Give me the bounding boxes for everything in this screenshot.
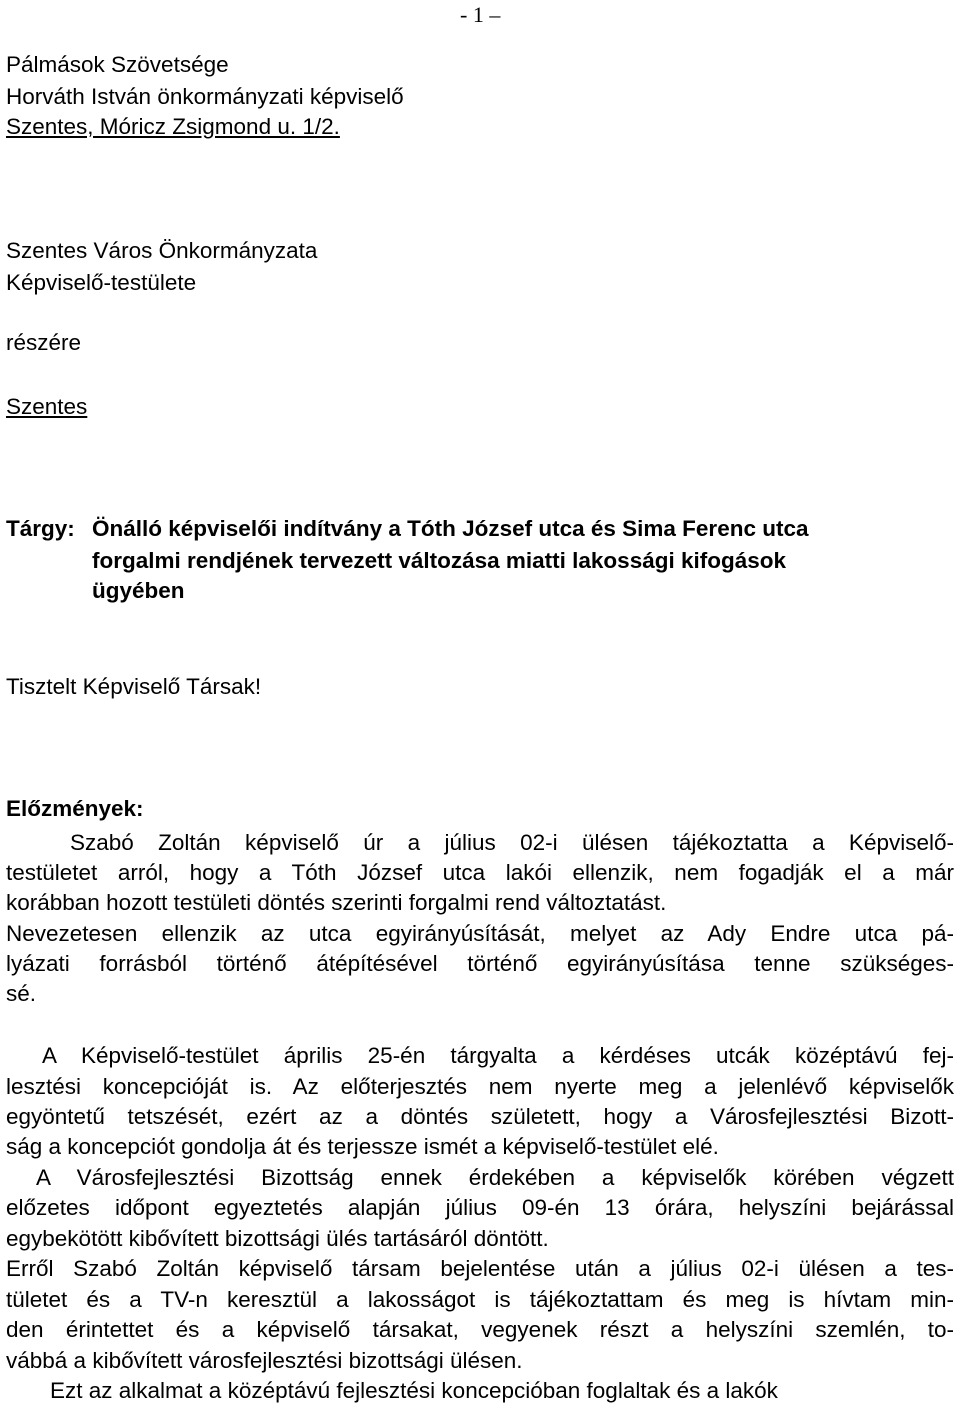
body-line: Szabó Zoltán képviselő úr a július 02-i ülésen tájékoztatta a Képviselő- <box>70 830 954 855</box>
section-heading: Előzmények: <box>6 796 144 821</box>
body-line: Ezt az alkalmat a középtávú fejlesztési koncepcióban foglaltak és a lakók <box>50 1378 778 1403</box>
body-line: vábbá a kibővített városfejlesztési bizottsági ülésen. <box>6 1348 523 1373</box>
body-line: ság a koncepciót gondolja át és terjessze ismét a képviselő-testület elé. <box>6 1134 719 1159</box>
salutation: Tisztelt Képviselő Társak! <box>6 674 262 699</box>
body-line: lyázati forrásból történő átépítésével történő egyirányúsítása tenne szükséges- <box>6 951 954 976</box>
recipient-city: Szentes <box>6 394 88 419</box>
body-line: Nevezetesen ellenzik az utca egyirányúsítását, melyet az Ady Endre utca pá- <box>6 921 954 946</box>
body-line: egybekötött kibővített bizottsági ülés tartásáról döntött. <box>6 1226 549 1251</box>
sender-name: Horváth István önkormányzati képviselő <box>6 84 404 109</box>
sender-street: Szentes, Móricz Zsigmond u. 1/2. <box>6 114 340 139</box>
recipient-organization: Szentes Város Önkormányzata <box>6 238 318 263</box>
body-line: lesztési koncepcióját is. Az előterjesztés nem nyerte meg a jelenlévő képviselők <box>6 1074 954 1099</box>
subject-line-1: Önálló képviselői indítvány a Tóth József utca és Sima Ferenc utca <box>92 516 809 541</box>
subject-label: Tárgy: <box>6 516 75 541</box>
page-number: - 1 – <box>460 2 501 27</box>
body-line: tületet és a TV-n keresztül a lakosságot is tájékoztattam és meg is hívtam min- <box>6 1287 954 1312</box>
body-line: előzetes időpont egyeztetés alapján július 09-én 13 órára, helyszíni bejárással <box>6 1195 954 1220</box>
subject-line-3: ügyében <box>92 578 185 603</box>
body-line: A Városfejlesztési Bizottság ennek érdekében a képviselők körében végzett <box>36 1165 954 1190</box>
recipient-body: Képviselő-testülete <box>6 270 197 295</box>
body-line: korábban hozott testületi döntés szerinti forgalmi rend változtatást. <box>6 890 667 915</box>
body-line: sé. <box>6 981 37 1006</box>
recipient-for: részére <box>6 330 82 355</box>
subject-line-2: forgalmi rendjének tervezett változása miatti lakossági kifogások <box>92 548 786 573</box>
body-line: A Képviselő-testület április 25-én tárgyalta a kérdéses utcák középtávú fej- <box>42 1043 954 1068</box>
body-line: testületet arról, hogy a Tóth József utca lakói ellenzik, nem fogadják el a már <box>6 860 954 885</box>
body-line: den érintettet és a képviselő társakat, vegyenek részt a helyszíni szemlén, to- <box>6 1317 954 1342</box>
body-line: egyöntetű tetszését, ezért az a döntés született, hogy a Városfejlesztési Bizott- <box>6 1104 954 1129</box>
sender-organization: Pálmások Szövetsége <box>6 52 229 77</box>
body-line: Erről Szabó Zoltán képviselő társam bejelentése után a július 02-i ülésen a tes- <box>6 1256 954 1281</box>
